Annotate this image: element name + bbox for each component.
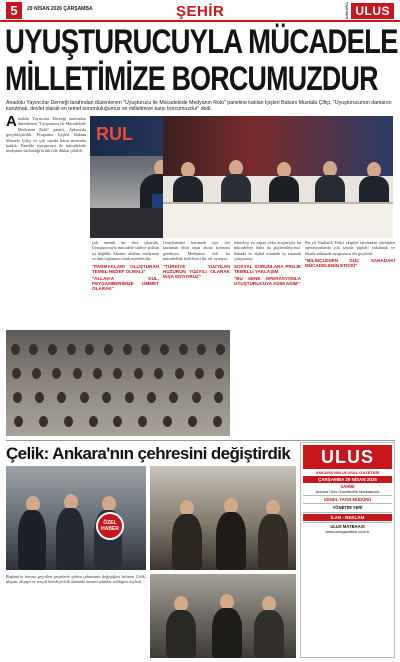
column-4-subhead-2: "BU SENE OPERASYONLA UYUŞTURUCUYA ADIM ADIM" <box>234 275 301 286</box>
column-2-subhead: "PARMAKLARI OLUŞTURAN TEMEL HEDEF OLMALI" <box>92 263 159 274</box>
column-2-text: çok önemli bir ders çıkardık. Uyuşturucuyla mücadele sadece polisin işi değildir. Ailenin, okulun, medyanın ve tüm toplumun ortak meselesidir. <box>92 240 159 262</box>
column-3-text: Gençlerimizi korumak için her kurumun elini taşın altına koyması gerekiyor. Medyanın dili bu mücadelede belirleyici bir rol oynuyor. <box>163 240 230 262</box>
imprint-website[interactable]: www.ulusgazetesi.com.tr <box>325 528 370 534</box>
article-column-2 <box>92 240 159 436</box>
section-title: ŞEHİR <box>176 3 225 20</box>
masthead <box>0 0 400 22</box>
newspaper-logo <box>344 2 394 19</box>
column-5-subhead: "BİLİNÇLENEN GÜÇ SAHADAKİ MÜCADELENİN ETKİSİ" <box>305 258 395 269</box>
column-2-subhead-2: "ALLAH'A KUL, PEYGAMBERİMİZE ÜMMET OLARAK" <box>92 275 159 291</box>
bottom-headline: Çelik: Ankara'nın çehresini değiştirdik <box>6 444 291 463</box>
column-5-text: Bu yıl Narkotik Polisi ekipleri tarafından yürütülen operasyonlarda çok sayıda şüpheli yakalandı ve büyük miktarda uyuşturucu ele geçirildi. <box>305 240 395 256</box>
logo-sub: ANKARA <box>344 1 350 20</box>
column-4-subhead: SOSYAL SORUNLARA PROJE TEMELLİ YAKLAŞIM <box>234 263 301 274</box>
article-column-3 <box>163 240 230 436</box>
photo-bottom-meeting <box>150 574 296 658</box>
special-news-badge: ÖZEL HABER <box>96 512 124 540</box>
column-1-text: nadolu Yayıncılar Derneği tarafından düzenlenen "Uyuşturucu ile Mücadelede Medyanın Rolü" paneli, Ankara'da gerçekleştirildi. Programa İçişleri Bakanı Mustafa Çiftçi ve çok sayıda basın mensubu katıldı. Panelde uyuşturucu ile mücadelede medyanın üstlendiği kritik role dikkat çekildi. <box>6 116 86 154</box>
screen-text: RUL <box>96 124 133 144</box>
photo-bottom-group <box>6 466 146 570</box>
imprint-line: SAHİBİ <box>340 484 355 489</box>
page-number: 5 <box>6 2 22 19</box>
column-3-subhead: "TÜRKİYE YÜZYILINI HUZURUN YÜZYILI OLARAK İNŞA EDİYORUZ" <box>163 263 230 279</box>
imprint-box <box>300 442 395 658</box>
article-column-4 <box>234 240 301 436</box>
panel-table <box>163 202 393 238</box>
headline-line-1: UYUŞTURUCUYLA MÜCADELE <box>5 23 398 61</box>
logo-text: ULUS <box>351 3 394 19</box>
imprint-line: ULUS MATBAASI <box>330 523 365 529</box>
imprint-issue-bar: ÇARŞAMBA 29 NİSAN 2026 <box>303 476 392 483</box>
imprint-line: Ankara Ulus Gazetecilik Matbaacılık <box>315 489 380 495</box>
imprint-line: GENEL YAYIN MÜDÜRÜ <box>323 497 372 503</box>
column-4-text: teknoloji ve yapay zeka araçlarıyla bu mücadeleyi daha da güçlendiriyoruz. Sahada ve dijital ortamda eş zamanlı çalışıyoruz. <box>234 240 301 262</box>
imprint-line: İLAN - REKLAM <box>303 514 392 521</box>
photo-bottom-ceremony <box>150 466 296 570</box>
article-deck: Anadolu Yayıncılar Derneği tarafından düzenlenen "Uyuşturucu ile Mücadelede Medyanın Rolü" paneline katılan İçişleri Bakanı Mustafa Çiftçi, "Uyuşturucunun damarını kurutmak, devlet olarak en temel sorumluluğumuz ve milletimize karşı borcumuzdur" dedi. <box>6 100 392 113</box>
section-divider <box>6 440 395 441</box>
issue-date: 29 NİSAN 2026 ÇARŞAMBA <box>27 6 93 12</box>
imprint-logo-sub: ANKARA'NIN ULUSAL GAZETESİ <box>315 470 380 475</box>
photo-panel-participants <box>163 116 393 238</box>
imprint-line: YÖNETİM YERİ <box>332 505 363 511</box>
dropcap: A <box>6 116 17 130</box>
headline-line-2: MİLLETİMİZE BORCUMUZDUR <box>5 60 378 98</box>
imprint-logo: ULUS <box>303 445 392 469</box>
article-column-5 <box>305 240 395 436</box>
bottom-article-text: Başkent'te hayata geçirilen projelerle şehrin çehresinin değiştiğini belirten Çelik, ulaşım, altyapı ve sosyal belediyecilik alanında önemli adımlar atıldığını söyledi. <box>6 574 146 585</box>
